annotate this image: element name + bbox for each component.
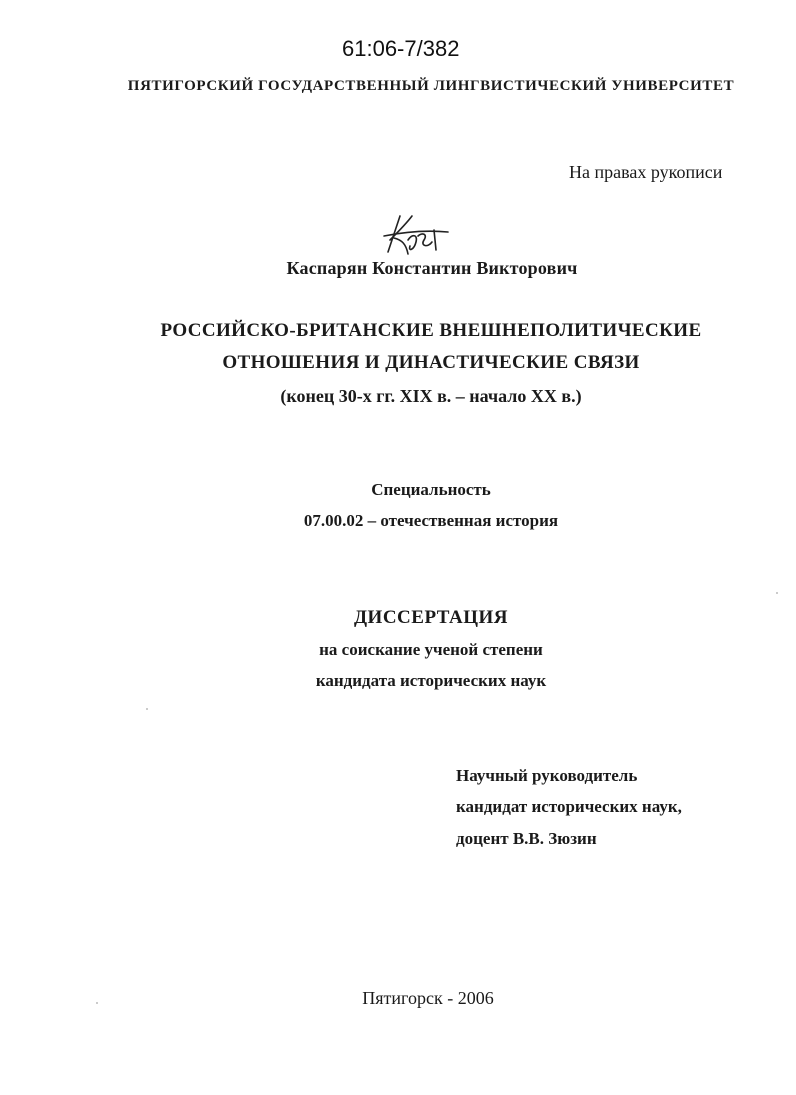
- city-year: Пятигорск - 2006: [362, 988, 494, 1008]
- supervisor-name: доцент В.В. Зюзин: [456, 829, 597, 848]
- scan-speck: [146, 708, 148, 710]
- thesis-subtitle: (конец 30-х гг. XIX в. – начало XX в.): [280, 386, 582, 406]
- author-signature: [378, 210, 450, 262]
- specialty-label: Специальность: [371, 480, 491, 499]
- thesis-title-line-1: РОССИЙСКО-БРИТАНСКИЕ ВНЕШНЕПОЛИТИЧЕСКИЕ: [160, 320, 702, 341]
- supervisor-degree: кандидат исторических наук,: [456, 797, 682, 816]
- library-code: 61:06-7/382: [342, 36, 460, 61]
- author-name: Каспарян Константин Викторович: [286, 258, 578, 278]
- degree-line-1: на соискание ученой степени: [319, 640, 543, 659]
- supervisor-label: Научный руководитель: [456, 766, 638, 785]
- thesis-title-line-2: ОТНОШЕНИЯ И ДИНАСТИЧЕСКИЕ СВЯЗИ: [222, 352, 640, 373]
- manuscript-note: На правах рукописи: [569, 162, 723, 182]
- degree-line-2: кандидата исторических наук: [315, 671, 547, 690]
- university-name: ПЯТИГОРСКИЙ ГОСУДАРСТВЕННЫЙ ЛИНГВИСТИЧЕСКИЙ УНИВЕРСИТЕТ: [127, 78, 735, 94]
- specialty-value: 07.00.02 – отечественная история: [303, 511, 559, 530]
- scan-speck: [96, 1002, 98, 1004]
- dissertation-label: ДИССЕРТАЦИЯ: [353, 607, 509, 628]
- scan-speck: [776, 592, 778, 594]
